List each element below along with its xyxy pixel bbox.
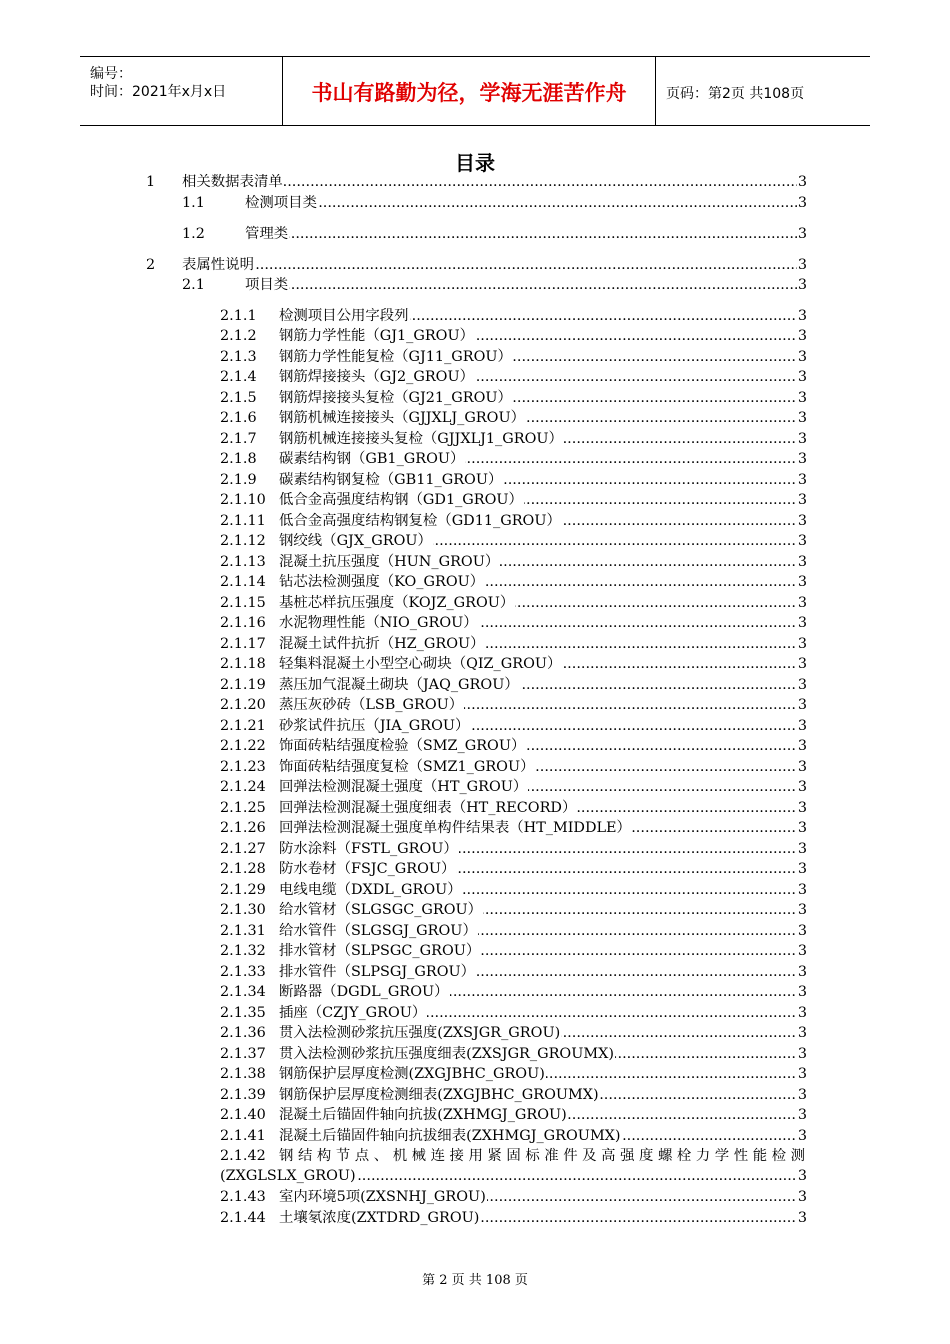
toc-entry[interactable] — [220, 757, 807, 777]
toc-entry-title: 混凝土试件抗折（HZ_GROU） — [279, 636, 485, 652]
toc-entry-title: 水泥物理性能（NIO_GROU） — [279, 615, 478, 631]
toc-entry-page: 3 — [797, 472, 807, 488]
toc-entry-title: 碳素结构钢复检（GB11_GROU） — [279, 472, 503, 488]
toc-entry-page: 3 — [797, 1066, 807, 1082]
toc-entry-number: 2.1.29 — [220, 882, 266, 898]
toc-entry[interactable] — [220, 552, 807, 572]
toc-entry-title: 钢筋焊接接头复检（GJ21_GROU） — [279, 390, 512, 406]
toc-entry-page: 3 — [797, 513, 807, 529]
toc-entry[interactable] — [220, 1003, 807, 1023]
header-motto-cell — [283, 57, 656, 125]
toc-entry-title: 贯入法检测砂浆抗压强度(ZXSJGR_GROU) — [279, 1025, 561, 1041]
toc-entry-page: 3 — [797, 718, 807, 734]
toc-entry-page: 3 — [797, 1087, 807, 1103]
toc-entry-page: 3 — [797, 1025, 807, 1041]
toc-entry-title: 低合金高强度结构钢复检（GD11_GROU） — [279, 513, 561, 529]
toc-entry-number: 2.1.4 — [220, 369, 257, 385]
toc-entry-number: 2.1.27 — [220, 841, 266, 857]
toc-entry-page: 3 — [797, 1005, 807, 1021]
toc-entry[interactable] — [220, 1105, 807, 1125]
toc-entry-page: 3 — [797, 226, 807, 242]
toc-entry[interactable] — [220, 798, 807, 818]
header-meta-cell — [80, 57, 283, 125]
toc-entry-page: 3 — [797, 800, 807, 816]
toc-entry-title: 钢筋保护层厚度检测(ZXGJBHC_GROU) — [279, 1066, 545, 1082]
toc-entry[interactable] — [220, 900, 807, 920]
toc-entry-page: 3 — [797, 882, 807, 898]
toc-entry[interactable] — [220, 593, 807, 613]
toc-entry-title: 回弹法检测混凝土强度细表（HT_RECORD） — [279, 800, 577, 816]
toc-entry-page: 3 — [797, 533, 807, 549]
toc-entry-number: 2.1.8 — [220, 451, 257, 467]
toc-entry-number: 2.1.43 — [220, 1189, 266, 1205]
toc-entry-title: 蒸压加气混凝土砌块（JAQ_GROU） — [279, 677, 519, 693]
toc-entry-title-line2: (ZXGLSLX_GROU) — [220, 1168, 356, 1184]
code-label: 编号： — [90, 66, 132, 82]
toc-entry[interactable] — [220, 880, 807, 900]
toc-entry-title: 钢筋力学性能复检（GJ11_GROU） — [279, 349, 512, 365]
toc-entry-page: 3 — [797, 861, 807, 877]
toc-entry-page: 3 — [797, 738, 807, 754]
toc-entry[interactable] — [220, 921, 807, 941]
toc-entry-number: 2.1.42 — [220, 1148, 266, 1164]
toc-entry[interactable] — [220, 1085, 807, 1105]
toc-entry[interactable] — [220, 1023, 807, 1043]
toc-entry[interactable] — [220, 613, 807, 633]
toc-entry-title: 管理类 — [245, 226, 289, 242]
toc-entry[interactable] — [220, 388, 807, 408]
toc-entry-page: 3 — [797, 369, 807, 385]
page-footer: 第 2 页 共 108 页 — [422, 1273, 528, 1288]
toc-entry[interactable] — [182, 193, 807, 213]
toc-entry-page: 3 — [797, 390, 807, 406]
toc-entry-page: 3 — [797, 820, 807, 836]
toc-entry-page: 3 — [797, 451, 807, 467]
toc-entry-page: 3 — [797, 257, 807, 273]
toc-entry-title: 低合金高强度结构钢（GD1_GROU） — [279, 492, 523, 508]
toc-entry[interactable] — [220, 839, 807, 859]
toc-entry-title: 表属性说明 — [182, 257, 254, 273]
toc-entry-page: 3 — [797, 1107, 807, 1123]
toc-entry-page: 3 — [797, 615, 807, 631]
toc-entry-title: 饰面砖粘结强度复检（SMZ1_GROU） — [279, 759, 535, 775]
toc-entry-number: 2.1.39 — [220, 1087, 266, 1103]
toc-entry-title: 蒸压灰砂砖（LSB_GROU） — [279, 697, 464, 713]
toc-entry-number: 2.1.37 — [220, 1046, 266, 1062]
toc-entry-title: 项目类 — [245, 277, 289, 293]
toc-entry-title: 贯入法检测砂浆抗压强度细表(ZXSJGR_GROUMX) — [279, 1046, 614, 1062]
toc-entry[interactable] — [220, 736, 807, 756]
toc-entry-page: 3 — [797, 277, 807, 293]
toc-entry[interactable] — [220, 1044, 807, 1064]
toc-entry-title: 回弹法检测混凝土强度（HT_GROU） — [279, 779, 528, 795]
toc-entry-number: 2.1.31 — [220, 923, 266, 939]
toc-entry-page: 3 — [797, 677, 807, 693]
toc-entry[interactable] — [220, 777, 807, 797]
toc-entry-page: 3 — [797, 656, 807, 672]
toc-entry-number: 2.1.25 — [220, 800, 266, 816]
toc-entry-page: 3 — [797, 410, 807, 426]
toc-entry-page: 3 — [797, 841, 807, 857]
toc-entry-title: 电线电缆（DXDL_GROU） — [279, 882, 462, 898]
toc-entry[interactable] — [220, 470, 807, 490]
date-label: 时间：2021年x月x日 — [90, 84, 227, 100]
toc-entry-number: 2.1.16 — [220, 615, 266, 631]
toc-entry[interactable] — [220, 982, 807, 1002]
toc-entry-title: 砂浆试件抗压（JIA_GROU） — [279, 718, 470, 734]
toc-entry[interactable] — [220, 941, 807, 961]
toc-entry-title: 插座（CZJY_GROU） — [279, 1005, 427, 1021]
toc-entry-number: 2.1.1 — [220, 308, 257, 324]
toc-entry-page: 3 — [797, 1046, 807, 1062]
toc-entry-number: 2.1.34 — [220, 984, 266, 1000]
toc-entry-title: 排水管材（SLPSGC_GROU） — [279, 943, 481, 959]
toc-entry-number: 2.1.35 — [220, 1005, 266, 1021]
toc-entry-title: 检测项目公用字段列 — [279, 308, 409, 324]
toc-entry[interactable] — [146, 172, 807, 192]
toc-entry-title: 室内环境5项(ZXSNHJ_GROU) — [279, 1189, 486, 1205]
toc-entry-number: 2.1.40 — [220, 1107, 266, 1123]
toc-entry-title: 防水涂料（FSTL_GROU） — [279, 841, 458, 857]
toc-entry[interactable] — [220, 572, 807, 592]
toc-entry-title: 钢筋机械连接接头（GJJXLJ_GROU） — [279, 410, 525, 426]
toc-entry-number: 2.1.41 — [220, 1128, 266, 1144]
toc-entry-title: 饰面砖粘结强度检验（SMZ_GROU） — [279, 738, 526, 754]
toc-title: 目录 — [455, 151, 495, 175]
toc-entry-number: 2.1.12 — [220, 533, 266, 549]
toc-entry-title: 土壤氡浓度(ZXTDRD_GROU) — [279, 1210, 480, 1226]
toc-entry-title: 碳素结构钢（GB1_GROU） — [279, 451, 465, 467]
toc-entry[interactable] — [220, 634, 807, 654]
page-header — [80, 56, 870, 126]
toc-entry-number: 1 — [146, 174, 156, 190]
toc-entry-title: 断路器（DGDL_GROU） — [279, 984, 449, 1000]
toc-entry-number: 2.1.7 — [220, 431, 257, 447]
page-label: 页码：第2页 共108页 — [666, 86, 805, 102]
toc-entry-number: 2.1.17 — [220, 636, 266, 652]
toc-entry[interactable] — [182, 224, 807, 244]
toc-entry[interactable] — [220, 859, 807, 879]
toc-entry-page: 3 — [797, 923, 807, 939]
toc-entry-number: 2.1.10 — [220, 492, 266, 508]
toc-entry[interactable] — [220, 675, 807, 695]
toc-entry-number: 2.1.22 — [220, 738, 266, 754]
toc-entry[interactable] — [220, 490, 807, 510]
toc-entry[interactable] — [220, 429, 807, 449]
toc-entry-number: 2.1.44 — [220, 1210, 266, 1226]
toc-entry-title: 混凝土后锚固件轴向抗拔(ZXHMGJ_GROU) — [279, 1107, 567, 1123]
toc-entry-page: 3 — [797, 964, 807, 980]
toc-entry[interactable] — [220, 306, 807, 326]
toc-entry-number: 2.1.5 — [220, 390, 257, 406]
toc-entry-number: 2.1.32 — [220, 943, 266, 959]
toc-entry-number: 2.1.30 — [220, 902, 266, 918]
toc-entry[interactable] — [220, 347, 807, 367]
toc-entry-number: 1.1 — [182, 195, 205, 211]
toc-entry[interactable] — [220, 326, 807, 346]
toc-entry-number: 2.1.26 — [220, 820, 266, 836]
toc-entry-number: 2.1.28 — [220, 861, 266, 877]
toc-entry[interactable] — [220, 1208, 807, 1228]
toc-entry-title: 回弹法检测混凝土强度单构件结果表（HT_MIDDLE） — [279, 820, 631, 836]
toc-entry-number: 2.1.11 — [220, 513, 266, 529]
toc-entry-page: 3 — [797, 943, 807, 959]
toc-entry[interactable] — [220, 531, 807, 551]
toc-entry-title: 钢筋保护层厚度检测细表(ZXGJBHC_GROUMX) — [279, 1087, 599, 1103]
toc-entry-page: 3 — [797, 984, 807, 1000]
toc-entry-title: 钻芯法检测强度（KO_GROU） — [279, 574, 485, 590]
toc-entry-number: 1.2 — [182, 226, 205, 242]
toc-entry[interactable] — [220, 408, 807, 428]
toc-entry-number: 2.1 — [182, 277, 205, 293]
toc-entry-page: 3 — [797, 328, 807, 344]
toc-entry-wrapped[interactable] — [220, 1146, 807, 1186]
toc-entry-page: 3 — [797, 1128, 807, 1144]
toc-entry-page: 3 — [797, 554, 807, 570]
toc-entry[interactable] — [220, 449, 807, 469]
toc-entry-title: 混凝土后锚固件轴向抗拔细表(ZXHMGJ_GROUMX) — [279, 1128, 621, 1144]
toc-entry-number: 2.1.6 — [220, 410, 257, 426]
toc-entry-page: 3 — [797, 902, 807, 918]
header-page-cell — [656, 57, 870, 125]
toc-entry-page: 3 — [797, 174, 807, 190]
toc-entry-page: 3 — [797, 636, 807, 652]
toc-entry-number: 2.1.24 — [220, 779, 266, 795]
toc-entry-number: 2.1.20 — [220, 697, 266, 713]
toc-entry-number: 2.1.14 — [220, 574, 266, 590]
toc-entry-title: 相关数据表清单 — [182, 174, 283, 190]
toc-entry[interactable] — [220, 511, 807, 531]
toc-entry-page: 3 — [797, 431, 807, 447]
toc-entry-number: 2.1.38 — [220, 1066, 266, 1082]
toc-entry-number: 2.1.21 — [220, 718, 266, 734]
toc-entry-number: 2.1.2 — [220, 328, 257, 344]
toc-entry[interactable] — [220, 1064, 807, 1084]
toc-entry[interactable] — [220, 1126, 807, 1146]
toc-entry[interactable] — [220, 654, 807, 674]
toc-entry[interactable] — [220, 1187, 807, 1207]
toc-entry-page: 3 — [797, 697, 807, 713]
toc-entry-number: 2.1.36 — [220, 1025, 266, 1041]
toc-entry[interactable] — [220, 695, 807, 715]
toc-entry-title: 防水卷材（FSJC_GROU） — [279, 861, 456, 877]
toc-entry-number: 2.1.3 — [220, 349, 257, 365]
toc-entry-page: 3 — [797, 308, 807, 324]
toc-entry-page: 3 — [797, 595, 807, 611]
toc-entry-title: 检测项目类 — [245, 195, 317, 211]
toc-entry[interactable] — [220, 818, 807, 838]
toc-entry-number: 2 — [146, 257, 156, 273]
toc-entry-title: 钢筋力学性能（GJ1_GROU） — [279, 328, 474, 344]
toc-entry-page: 3 — [797, 1189, 807, 1205]
toc-entry-title: 排水管件（SLPSGJ_GROU） — [279, 964, 476, 980]
toc-entry-number: 2.1.15 — [220, 595, 266, 611]
toc-entry-title: 混凝土抗压强度（HUN_GROU） — [279, 554, 500, 570]
toc-entry[interactable] — [220, 367, 807, 387]
toc-entry-page: 3 — [797, 759, 807, 775]
toc-entry[interactable] — [146, 255, 807, 275]
toc-entry-page: 3 — [797, 574, 807, 590]
toc-entry-title: 给水管材（SLGSGC_GROU） — [279, 902, 483, 918]
toc-entry-title: 基桩芯样抗压强度（KOJZ_GROU） — [279, 595, 515, 611]
toc-entry-number: 2.1.9 — [220, 472, 257, 488]
toc-entry-title: 钢筋机械连接接头复检（GJJXLJ1_GROU） — [279, 431, 563, 447]
toc-entry-title-line1: 钢结构节点、机械连接用紧固标准件及高强度螺栓力学性能检测 — [279, 1148, 807, 1164]
toc-entry-number: 2.1.18 — [220, 656, 266, 672]
toc-entry-page: 3 — [797, 1168, 807, 1184]
motto: 书山有路勤为径，学海无涯苦作舟 — [311, 81, 627, 105]
toc-entry-number: 2.1.33 — [220, 964, 266, 980]
toc-entry-title: 钢筋焊接接头（GJ2_GROU） — [279, 369, 474, 385]
toc-entry-page: 3 — [797, 195, 807, 211]
toc-entry-page: 3 — [797, 1210, 807, 1226]
toc-entry-page: 3 — [797, 349, 807, 365]
toc-entry-number: 2.1.13 — [220, 554, 266, 570]
toc-entry-title: 钢绞线（GJX_GROU） — [279, 533, 432, 549]
toc-entry[interactable] — [182, 275, 807, 295]
toc-entry[interactable] — [220, 962, 807, 982]
toc-entry[interactable] — [220, 716, 807, 736]
toc-entry-number: 2.1.19 — [220, 677, 266, 693]
toc-entry-page: 3 — [797, 492, 807, 508]
toc-entry-page: 3 — [797, 779, 807, 795]
toc-entry-number: 2.1.23 — [220, 759, 266, 775]
toc-entry-title: 给水管件（SLGSGJ_GROU） — [279, 923, 477, 939]
toc-entry-title: 轻集料混凝土小型空心砌块（QIZ_GROU） — [279, 656, 562, 672]
